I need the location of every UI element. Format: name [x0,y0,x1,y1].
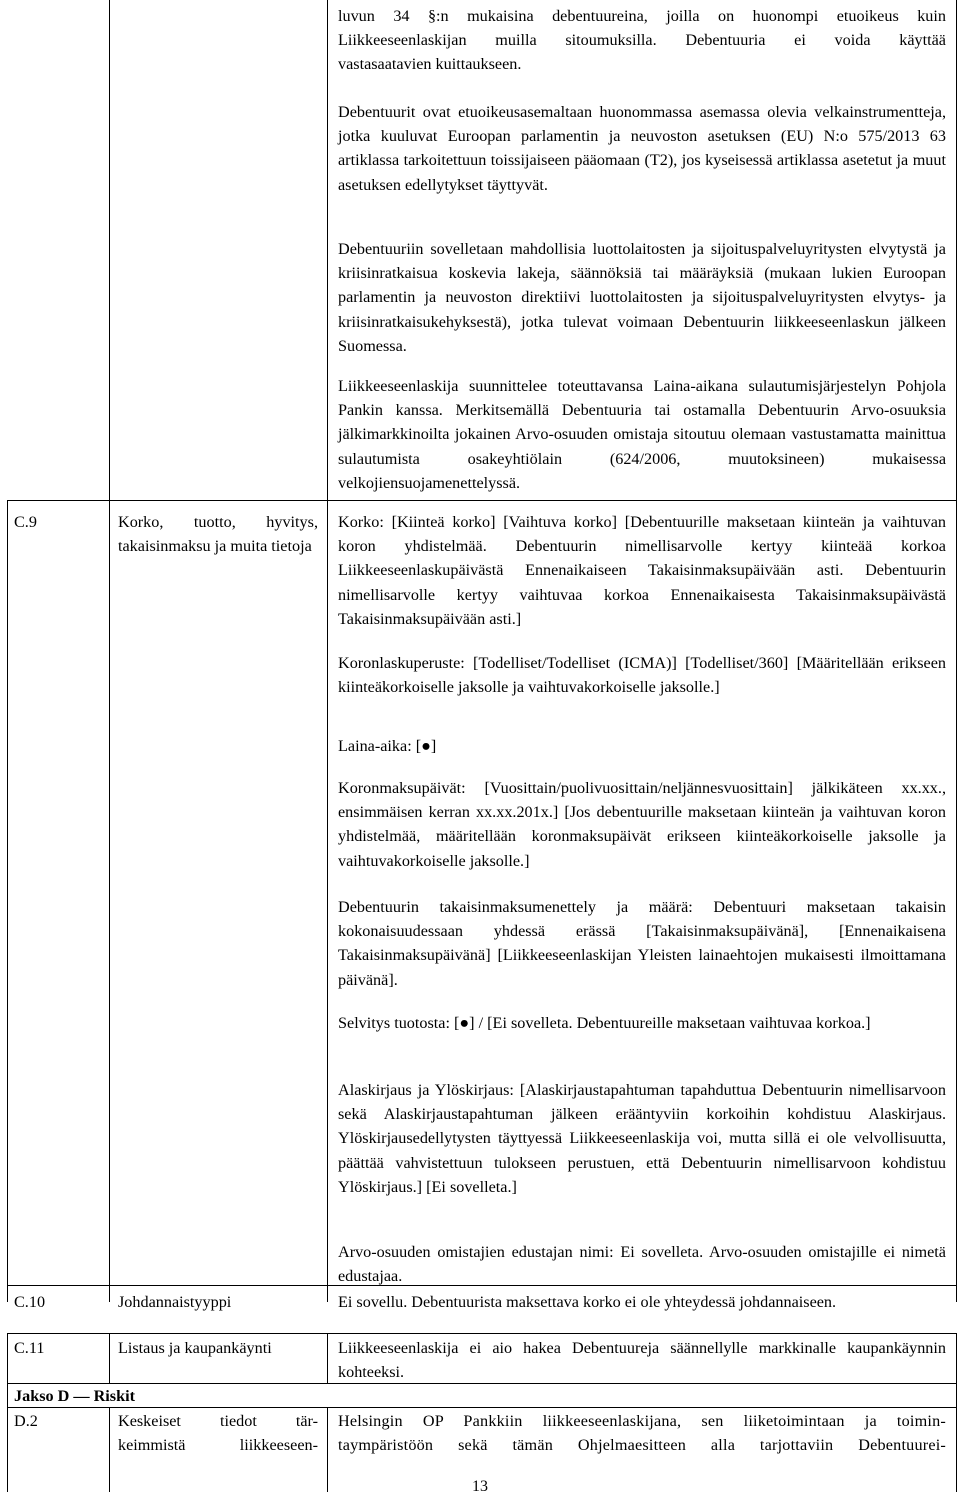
paragraph-text: Arvo-osuuden omistajien edustajan nimi: Ei sovelleta. Arvo-osuuden omistajille ei nimetä edustajaa. [338,1243,946,1286]
row-number-c11: C.11 [14,1339,45,1357]
c9-korko: Korko: [Kiinteä korko] [Vaihtuva korko] [Debentuurille maksetaan kiinteän ja vaihtuvan koron yhdistelmää. Debentuurin nimellisarvolle kertyy kiinteää korkoa Liikkeeseenlaskupäivästä Ennenaikaiseen Takaisinmaksupäivään asti. Debentuurin nimellisarvolle kertyy vaihtuvaa korkoa Ennenaikaisesta Takaisinmaksupäivästä Takaisinmaksupäivään asti.] [338,513,946,628]
continuation-line-1: luvun 34 §:n mukaisina debentuureina, joilla on huonompi etuoikeus kuin [338,7,946,25]
paragraph-text: Koronlaskuperuste: [Todelliset/Todelliset (ICMA)] [Todelliset/360] [Määritellään erikseen kiinteäkorkoiselle jaksolle ja vaihtuvakorkoiselle jaksolle.] [338,654,946,697]
row-title-c10: Johdannaistyyppi [118,1293,232,1311]
continuation-line-3: vastasaatavien kuittaukseen. [338,55,522,74]
row-number-d2: D.2 [14,1412,38,1430]
c9-laina-aika [338,734,946,758]
c9-alaskirjaus [338,1078,946,1199]
top-continuation [338,4,946,77]
section-heading-d: Jakso D — Riskit [14,1387,135,1405]
row-title-line-2: keimmistä liikkeeseen- [118,1436,318,1455]
paragraph-text: Debentuurit ovat etuoikeusasemaltaan huonommassa asemassa olevia velkainstrumentteja, jotka kuuluvat Euroopan parlamentin ja neuvoston asetuksen (EU) N:o 575/2013 63 artiklassa tarkoitettuun toissijaiseen pääomaan (T2), jos kyseisessä artiklassa asetetut ja muut asetuksen edellytykset täyttyvät. [338,103,946,194]
column-divider-mid [327,0,328,1302]
c11-content [338,1336,946,1384]
c9-edustaja [338,1240,946,1288]
table-border-right [956,0,957,1302]
paragraph-text: Koronmaksupäivät: [Vuosittain/puolivuosittain/neljännesvuosittain] jälkikäteen xx.xx., ensimmäisen kerran xx.xx.201x.] [Jos debentuurille maksetaan kiinteän ja vaihtuvan koron yhdistelmää, määritellään koronmaksupäivät erikseen kiinteäkorkoiselle jaksolle ja vaihtuvakorkoiselle jaksolle.] [338,779,946,870]
paragraph-text: Liikkeeseenlaskija ei aio hakea Debentuureja säännellylle markkinalle kaupankäynnin kohteeksi. [338,1339,946,1382]
paragraph-resolution [338,237,946,358]
row-title-c11: Listaus ja kaupankäynti [118,1339,272,1357]
paragraph-text: Liikkeeseenlaskija suunnittelee toteuttavansa Laina-aikana sulautumisjärjestelyn Pohjola Pankin kanssa. Merkitsemällä Debentuuria tai ostamalla Debentuurin Arvo-osuuksia jälkimarkkinoilta jokainen Arvo-osuuden omistaja sitoutuu olemaan vastustamatta mainittua sulautumista osakeyhtiölain (624/2006, muutoksineen) mukaisessa velkojiensuojamenettelyssä. [338,377,946,492]
paragraph-text: Selvitys tuotosta: [●] / [Ei sovelleta. Debentuureille maksetaan vaihtuvaa korkoa.] [338,1014,871,1032]
paragraph-text: Alaskirjaus ja Ylöskirjaus: [Alaskirjaustapahtuman tapahduttua Debentuurin nimellisarvoon sekä Alaskirjaustapahtuman jälkeen erääntyviin korkoihin kohdistuu Alaskirjaus. Ylöskirjausedellytysten täyttyessä Liikkeeseenlaskija voi, mutta sillä ei ole velvollisuutta, päättää vahvistettuun tulokseen perustuen, että Debentuurin nimellisarvoon kohdistuu Ylöskirjaus.] [Ei sovelleta.] [338,1081,946,1196]
row-number-c10: C.10 [14,1293,46,1311]
row-title-text: Korko, tuotto, hyvitys, takaisinmaksu ja muita tietoja [118,513,318,556]
paragraph-text: Ei sovellu. Debentuurista maksettava korko ei ole yhteydessä johdannaiseen. [338,1293,837,1311]
paragraph-t2 [338,100,946,197]
row-title-line-1: Keskeiset tiedot tär- [118,1412,318,1430]
paragraph-text: Debentuuriin sovelletaan mahdollisia luottolaitosten ja sijoituspalveluyritysten elvytystä ja kriisinratkaisua koskevia lakeja, säännöksiä tai määräyksiä (mukaan lukien Euroopan parlamentin ja neuvoston direktiivi luottolaitosten ja sijoituspalveluyritysten elvytys- ja kriisinratkaisukehyksestä), jotka tulevat voimaan Debentuurin liikkeeseenlaskun jälkeen Suomessa. [338,240,946,355]
d2-line-2: taympäristöön sekä tämän Ohjelmaesitteen alla tarjottaviin Debentuurei- [338,1436,946,1455]
column-divider-left-c11 [109,1333,110,1383]
column-divider-left [109,0,110,1302]
row-title-d2 [118,1409,318,1457]
c9-takaisinmaksu [338,895,946,992]
row-title-c9 [118,510,318,558]
paragraph-text: Debentuurin takaisinmaksumenettely ja määrä: Debentuuri maksetaan takaisin kokonaisuudessaan yhdessä erässä [Takaisinmaksupäivänä], [Ennenaikaisena Takaisinmaksupäivänä] [Liikkeeseenlaskijan Yleisten lainaehtojen mukaisesti ilmoittamana päivänä]. [338,898,946,989]
table-border-left-c11 [7,1333,8,1383]
row-number-c9: C.9 [14,513,37,531]
page-number: 13 [472,1478,488,1495]
table-border-left-c [7,500,8,1302]
d2-line-1: Helsingin OP Pankkiin liikkeeseenlaskijana, sen liiketoimintaan ja toimin- [338,1412,946,1430]
paragraph-merger [338,374,946,495]
row-divider-c9 [7,500,957,501]
c9-content [338,510,946,631]
row-divider-c11 [7,1333,957,1334]
d2-content [338,1409,946,1457]
row-divider-d2 [7,1407,957,1408]
c9-koronlaskuperuste [338,651,946,699]
continuation-line-2: Liikkeeseenlaskijan muilla sitoumuksilla. Debentuuria ei voida käyttää [338,31,946,50]
c9-selvitys-tuotosta [338,1011,946,1035]
c9-koronmaksupaivat [338,776,946,873]
table-border-right-c11 [956,1333,957,1383]
c10-content [338,1290,946,1314]
column-divider-mid-c11 [327,1333,328,1383]
paragraph-text: Laina-aika: [●] [338,737,437,755]
